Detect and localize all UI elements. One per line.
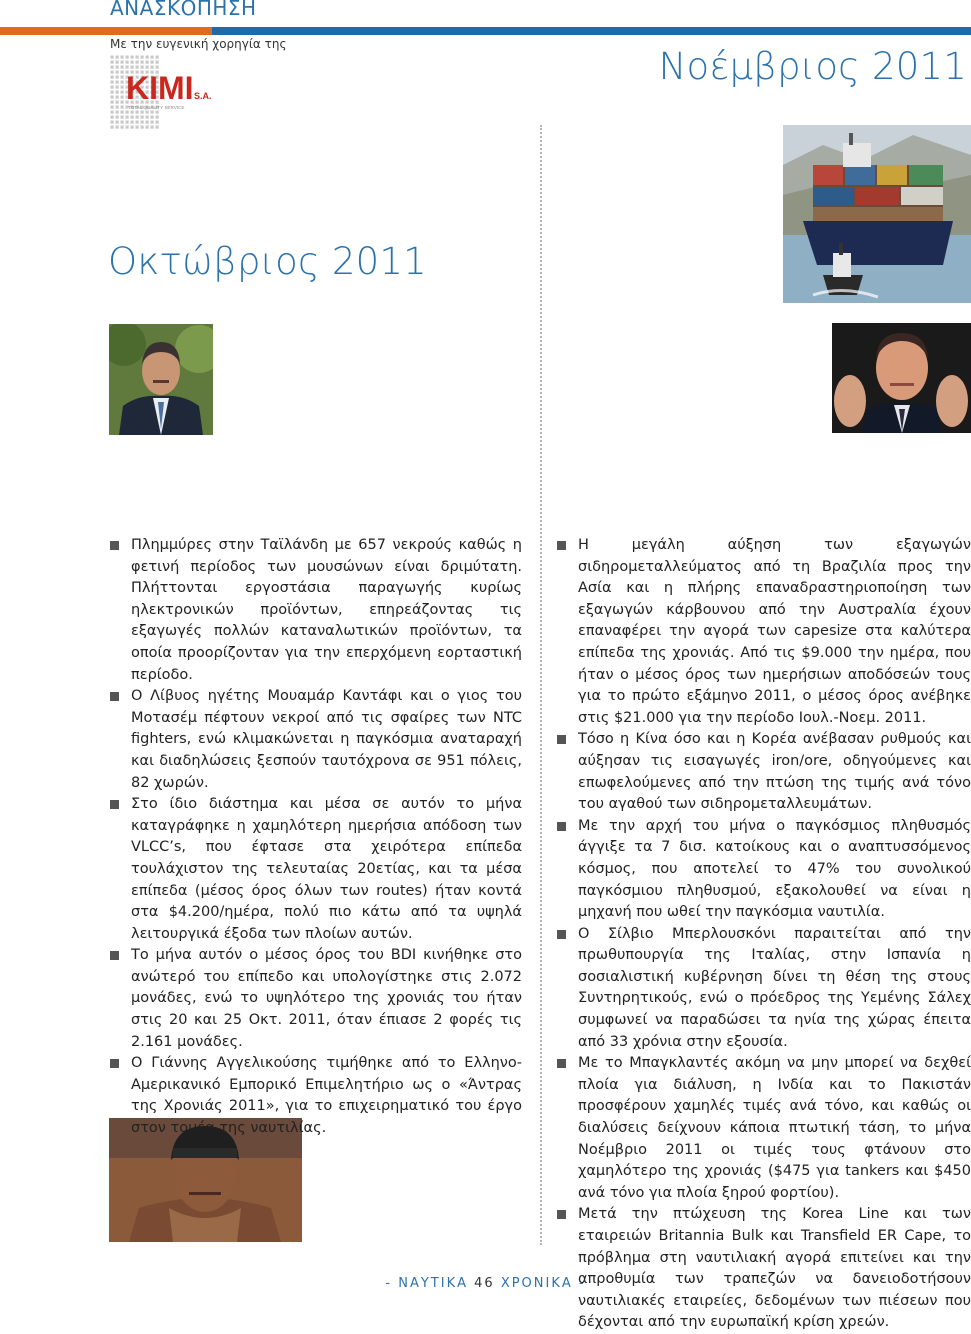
sponsor-text: Με την ευγενική χορηγία της <box>110 37 287 51</box>
list-item <box>110 686 522 794</box>
logo-suffix: S.A. <box>194 91 212 101</box>
bullet-square-icon <box>110 951 119 960</box>
list-item <box>110 794 522 945</box>
list-item <box>557 535 971 729</box>
list-item-text: Ο Σίλβιο Μπερλουσκόνι παραιτείται από την πρωθυπουργία της Ιταλίας, στην Ισπανία η σοσιαλιστική κυβέρνηση δίνει τη θέση της στους Συντηρητικούς, ενώ ο πρόεδρος της Υεμένης Σάλεχ συμφωνεί να παραδώσει τα ηνία της χώρας έπειτα από 33 χρόνια στην εξουσία. <box>578 925 971 1050</box>
businessman-portrait-photo <box>109 324 213 435</box>
header-bar-blue <box>212 27 971 35</box>
container-ship-photo <box>783 125 971 303</box>
list-item-text: Στο ίδιο διάστημα και μέσα σε αυτόν το μήνα καταγράφηκε η χαμηλότερη ημερήσια απόδοση των VLCC’s, που έφτασε στα χειρότερα επίπεδα τουλάχιστον της τελευταίας 20ετίας, και τα μέσα επίπεδα (μέσος όρος όλων των routes) ήταν κοντά στα $4.200/ημέρα, πολύ πιο κάτω από τα υψηλά λειτουργικά έξοδα των πλοίων αυτών. <box>131 796 522 942</box>
october-news-column <box>110 535 522 1140</box>
list-item <box>110 535 522 686</box>
sponsor-logo <box>110 55 220 129</box>
bullet-square-icon <box>110 541 119 550</box>
bullet-square-icon <box>557 1059 566 1068</box>
footer-magazine-left: - ΝΑΥΤΙΚΑ <box>385 1276 468 1291</box>
list-item <box>110 945 522 1053</box>
logo-tagline: TOTAL QUALITY SERVICE <box>128 105 185 110</box>
column-divider <box>540 125 542 1245</box>
bullet-square-icon <box>557 930 566 939</box>
bullet-square-icon <box>557 541 566 550</box>
logo-wordmark: KIMI <box>126 70 194 106</box>
bullet-square-icon <box>110 692 119 701</box>
section-title: ΑΝΑΣΚΟΠΗΣΗ <box>110 0 257 20</box>
bullet-square-icon <box>110 1059 119 1068</box>
page-number: 46 <box>474 1276 495 1291</box>
list-item-text: Ο Λίβυος ηγέτης Μουαμάρ Καντάφι και ο γιος του Μοτασέμ πέφτουν νεκροί από τις σφαίρες των NTC fighters, ενώ κλιμακώνεται η παγκόσμια αναταραχή και διαδηλώσεις ξεσπούν ταυτόχρονα σε 951 πόλεις, 82 χωρών. <box>131 688 522 791</box>
berlusconi-portrait-photo <box>832 323 971 433</box>
list-item-text: Μετά την πτώχευση της Korea Line και των εταιρειών Britannia Bulk και Transfield ER Cape, το πρόβλημα στη ναυτιλιακή αγορά επιτείνει και την απροθυμία των τραπεζών να δανειοδοτήσουν ναυτιλιακές εταιρείες, δεδομένων των πιέσεων που δέχονται από την ευρωπαϊκή κρίση χρεών. <box>578 1206 971 1331</box>
footer-magazine-right: ΧΡΟΝΙΚΑ - <box>500 1276 586 1291</box>
month-title-november: Νοέμβριος 2011 <box>658 45 967 88</box>
november-news-column <box>557 535 971 1334</box>
list-item <box>557 816 971 924</box>
list-item <box>110 1053 522 1139</box>
page-footer <box>0 1276 971 1291</box>
list-item-text: Τόσο η Κίνα όσο και η Κορέα ανέβασαν ρυθμούς και αύξησαν τις εισαγωγές iron/ore, οδηγούμενες και επωφελούμενες από την πτώση της τιμής ανά τόνο του αγαθού των σιδηρομεταλλευμάτων. <box>578 731 971 813</box>
bullet-square-icon <box>557 822 566 831</box>
list-item <box>557 924 971 1054</box>
list-item-text: Ο Γιάννης Αγγελικούσης τιμήθηκε από το Ελληνο-Αμερικανικό Εμπορικό Επιμελητήριο ως ο «Άντρας της Χρονιάς 2011», για το επιχειρηματικό του έργο στον τομέα της ναυτιλίας. <box>131 1055 522 1137</box>
list-item-text: Με την αρχή του μήνα ο παγκόσμιος πληθυσμός άγγιξε τα 7 δισ. κατοίκους και ο αναπτυσσόμενος κόσμος, που αποτελεί το 47% του συνολικού παγκόσμιου πληθυσμού, εξακολουθεί να είναι η μηχανή που ωθεί την παγκόσμια ναυτιλία. <box>578 817 971 921</box>
list-item-text: Με το Μπαγκλαντές ακόμη να μην μπορεί να δεχθεί πλοία για διάλυση, η Ινδία και το Πακιστάν προσφέρουν χαμηλές τιμές ανά τόνο, και καθώς οι διαλύσεις δείχνουν κάποια πτωτική τάση, το μήνα Νοέμβριο 2011 οι τιμές τους φτάνουν στο χαμηλότερο της χρονιάς ($475 για tankers και $450 ανά τόνο για πλοία ξηρού φορτίου). <box>578 1055 971 1201</box>
list-item-text: Το μήνα αυτόν ο μέσος όρος του BDI κινήθηκε στο ανώτερό του επίπεδο και υπολογίστηκε στις 2.072 μονάδες, ενώ το υψηλότερο της χρονιάς του ήταν στις 20 και 25 Οκτ. 2011, όταν έπιασε 2 φορές τις 2.161 μονάδες. <box>131 947 522 1050</box>
list-item-text: Η μεγάλη αύξηση των εξαγωγών σιδηρομεταλλεύματος από τη Βραζιλία προς την Ασία και η πλήρης επαναδραστηριοποίηση των εξαγωγών κάρβουνου από την Αυστραλία έχουν επαναφέρει την αγορά των capesize στα καλύτερα επίπεδα της χρονιάς. Από τις $9.000 την ημέρα, που ήταν ο μέσος όρος των ημερήσιων αποδόσεών τους για το πρώτο εξάμηνο 2011, ο μέσος όρος ανέβηκε στις $21.000 για την περίοδο Ιουλ.-Νοεμ. 2011. <box>578 537 971 726</box>
list-item-text: Πλημμύρες στην Ταϊλάνδη με 657 νεκρούς καθώς η φετινή περίοδος των μουσώνων είναι δριμύτατη. Πλήττονται εργοστάσια παραγωγής κυρίως ηλεκτρονικών προϊόντων, επηρεάζοντας τις εξαγωγές πολλών καταναλωτικών προϊόντων, τα οποία προορίζονταν για την επερχόμενη εορταστική περίοδο. <box>131 537 522 683</box>
list-item <box>557 1204 971 1334</box>
bullet-square-icon <box>110 800 119 809</box>
bullet-square-icon <box>557 1210 566 1219</box>
list-item <box>557 1053 971 1204</box>
bullet-square-icon <box>557 735 566 744</box>
header-bar-orange <box>0 27 212 35</box>
list-item <box>557 729 971 815</box>
month-title-october: Οκτώβριος 2011 <box>108 240 427 283</box>
